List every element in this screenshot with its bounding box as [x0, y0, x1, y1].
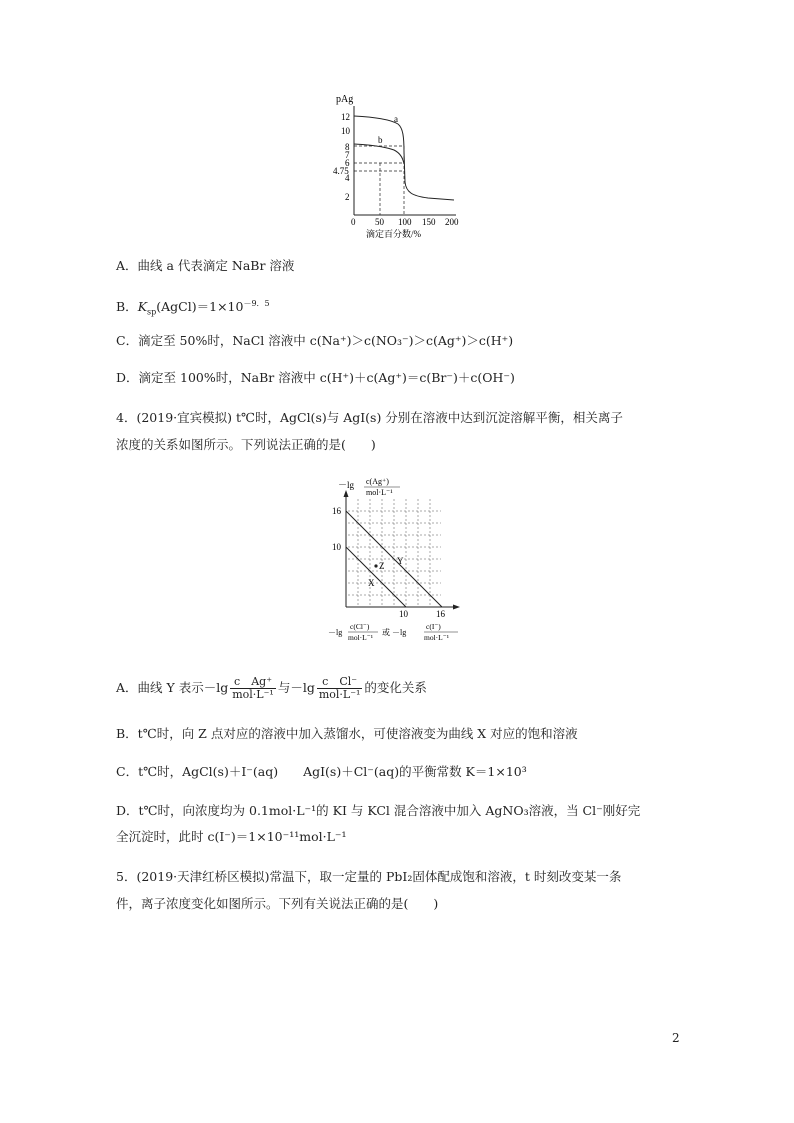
- q3-option-a: A．曲线 a 代表滴定 NaBr 溶液: [116, 258, 295, 273]
- fig2-xlabel-num1: c(Cl⁻): [350, 622, 370, 631]
- fig2-ylabel-num: c(Ag⁺): [366, 477, 389, 486]
- q3-option-b-k: K: [137, 299, 148, 315]
- q5-stem-line1: 5．(2019·天津红桥区模拟)常温下，取一定量的 PbI₂固体配成饱和溶液，t 时刻改变某一条: [116, 869, 622, 884]
- q3-option-c: C．滴定至 50%时，NaCl 溶液中 c(Na⁺)＞c(NO₃⁻)＞c(Ag⁺)＞c(H⁺): [116, 333, 514, 348]
- fig2-xtick: 16: [436, 609, 445, 619]
- fig2-xlabel-mid: 或 －lg: [382, 628, 407, 637]
- fraction-ag: [230, 676, 276, 701]
- fig1-ytick: 12: [341, 112, 350, 122]
- fig2-ytick: 16: [332, 506, 341, 516]
- fig1-ytick: 2: [345, 192, 350, 202]
- fig1-ylabel: pAg: [336, 94, 354, 105]
- curve-label-b: b: [378, 135, 383, 145]
- q5-stem-line2: 件，离子浓度变化如图所示。下列有关说法正确的是( ): [116, 896, 439, 911]
- fig2-xtick: 10: [399, 609, 408, 619]
- fig2-xlabel-den1: mol·L⁻¹: [348, 633, 373, 642]
- point-z: [374, 564, 377, 567]
- titration-figure: [328, 92, 468, 240]
- fig1-xtick: 150: [422, 217, 436, 227]
- fig2-xlabel-num2: c(I⁻): [426, 622, 441, 631]
- q4-option-a-post: 的变化关系: [364, 680, 427, 695]
- q4-stem-line2: 浓度的关系如图所示。下列说法正确的是( ): [116, 437, 376, 452]
- fig1-ytick: 4: [345, 173, 350, 183]
- label-y: Y: [397, 556, 404, 566]
- q4-option-a: [116, 676, 427, 701]
- fig2-xlabel-den2: mol·L⁻¹: [424, 633, 449, 642]
- fig1-ytick: 7: [345, 150, 350, 160]
- q3-option-b-exp: －9．5: [243, 299, 270, 308]
- fig1-xtick: 200: [445, 217, 459, 227]
- q4-option-b: B．t℃时，向 Z 点对应的溶液中加入蒸馏水，可使溶液变为曲线 X 对应的饱和溶液: [116, 726, 578, 741]
- fig1-xtick: 50: [375, 217, 384, 227]
- fig1-xlabel: 滴定百分数/%: [366, 229, 421, 239]
- q4-option-d-line1: D．t℃时，向浓度均为 0.1mol·L⁻¹的 KI 与 KCl 混合溶液中加入 AgNO₃溶液，当 Cl⁻刚好完: [116, 803, 641, 818]
- fig2-ylabel-prefix: －lg: [338, 480, 355, 490]
- fig2-ylabel-den: mol·L⁻¹: [366, 488, 393, 497]
- q3-option-b-prefix: B．: [116, 299, 138, 315]
- fraction-ag-den: mol·L⁻¹: [232, 688, 274, 701]
- q4-option-d-line2: 全沉淀时，此时 c(I⁻)＝1×10⁻¹¹mol·L⁻¹: [116, 829, 347, 844]
- q4-option-c: C．t℃时，AgCl(s)＋I⁻(aq) AgI(s)＋Cl⁻(aq)的平衡常数 K＝1×10³: [116, 764, 527, 779]
- label-z: Z: [379, 561, 385, 571]
- fig1-xtick: 100: [398, 217, 412, 227]
- fig1-ytick: 6: [345, 158, 350, 168]
- q3-option-b: [116, 296, 270, 321]
- fraction-cl-num: c Cl⁻: [317, 676, 363, 689]
- q4-option-a-mid: 与－lg: [277, 680, 315, 695]
- fig2-xlabel-prefix: －lg: [328, 628, 343, 637]
- fig1-ytick: 8: [345, 142, 350, 152]
- curve-b: [354, 144, 404, 164]
- fig1-ytick: 10: [341, 126, 350, 136]
- q3-option-b-rest: (AgCl)＝1×10: [156, 299, 244, 315]
- solubility-figure: [326, 474, 474, 644]
- fraction-cl: [317, 676, 363, 701]
- q3-option-d: D．滴定至 100%时，NaBr 溶液中 c(H⁺)＋c(Ag⁺)＝c(Br⁻)＋c(OH⁻): [116, 370, 515, 385]
- q3-option-b-sp: sp: [147, 307, 157, 317]
- label-x: X: [368, 578, 375, 588]
- q4-option-a-pre: A．曲线 Y 表示－lg: [116, 680, 229, 695]
- page-number: 2: [672, 1031, 680, 1045]
- fig2-ytick: 10: [332, 542, 341, 552]
- fraction-ag-num: c Ag⁺: [230, 676, 276, 689]
- fig1-xtick: 0: [351, 217, 356, 227]
- curve-label-a: a: [394, 114, 398, 124]
- fraction-cl-den: mol·L⁻¹: [318, 688, 361, 701]
- q4-stem-line1: 4．(2019·宜宾模拟) t℃时，AgCl(s)与 AgI(s) 分别在溶液中达到沉淀溶解平衡，相关离子: [116, 410, 623, 425]
- fig1-ytick: 4.75: [333, 166, 349, 176]
